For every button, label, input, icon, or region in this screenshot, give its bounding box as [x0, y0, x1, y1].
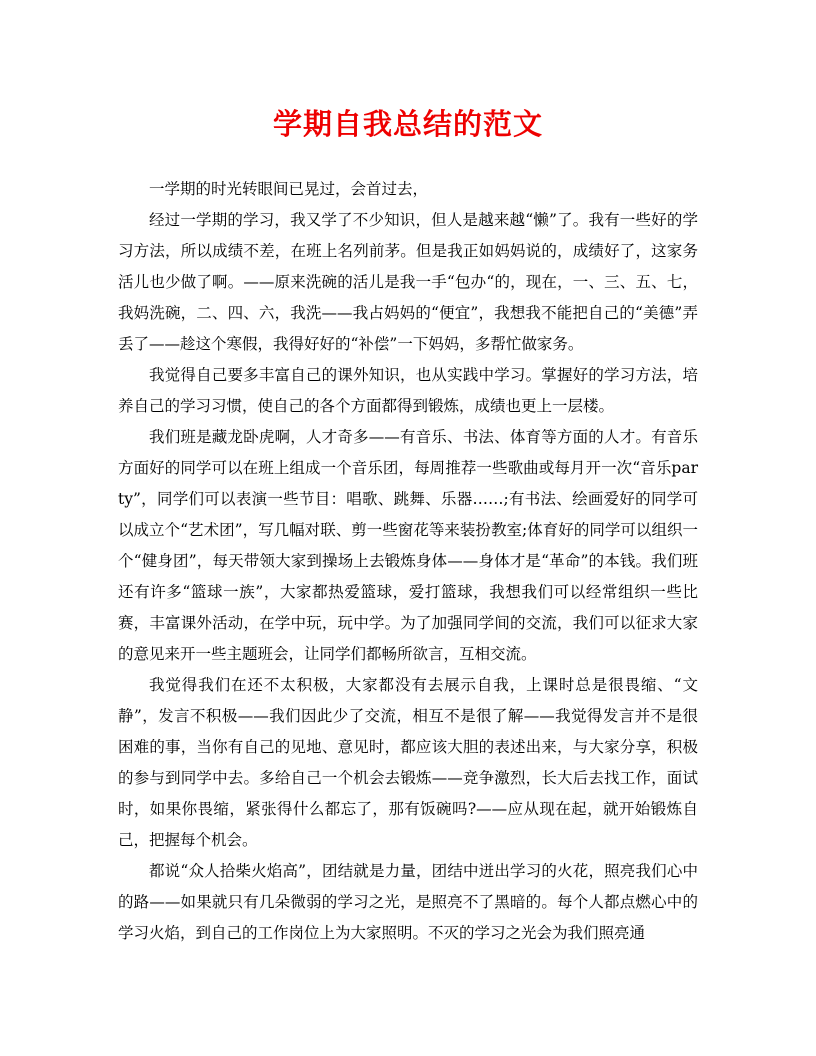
paragraph: 我觉得自己要多丰富自己的课外知识，也从实践中学习。掌握好的学习方法，培养自己的学习习惯，使自己的各个方面都得到锻炼，成绩也更上一层楼。 — [118, 366, 698, 415]
paragraph: 都说“众人拾柴火焰高”，团结就是力量，团结中迸出学习的火花，照亮我们心中的路——如果就只有几朵微弱的学习之光，是照亮不了黑暗的。每个人都点燃心中的学习火焰，到自己的工作岗位上为大家照明。不灭的学习之光会为我们照亮通 — [118, 862, 698, 942]
document-body — [118, 174, 698, 949]
paragraph: 我觉得我们在还不太积极，大家都没有去展示自我，上课时总是很畏缩、“文静”，发言不积极——我们因此少了交流，相互不是很了解——我觉得发言并不是很困难的事，当你有自己的见地、意见时，都应该大胆的表述出来，与大家分享，积极的参与到同学中去。多给自己一个机会去锻炼——竞争激烈，长大后去找工作，面试时，如果你畏缩，紧张得什么都忘了，那有饭碗吗?——应从现在起，就开始锻炼自己，把握每个机会。 — [118, 676, 698, 849]
paragraph: 经过一学期的学习，我又学了不少知识，但人是越来越“懒”了。我有一些好的学习方法，所以成绩不差，在班上名列前茅。但是我正如妈妈说的，成绩好了，这家务活儿也少做了啊。——原来洗碗的活儿是我一手“包办“的，现在，一、三、五、七，我妈洗碗，二、四、六，我洗——我占妈妈的“便宜”，我想我不能把自己的“美德”弄丢了——趁这个寒假，我得好好的“补偿”一下妈妈，多帮忙做家务。 — [118, 211, 698, 353]
paragraph: 我们班是藏龙卧虎啊，人才奇多——有音乐、书法、体育等方面的人才。有音乐方面好的同学可以在班上组成一个音乐团，每周推荐一些歌曲或每月开一次“音乐party”，同学们可以表演一些节目：唱歌、跳舞、乐器……;有书法、绘画爱好的同学可以成立个“艺术团”，写几幅对联、剪一些窗花等来装扮教室;体育好的同学可以组织一个“健身团”，每天带领大家到操场上去锻炼身体——身体才是“革命”的本钱。我们班还有许多“篮球一族”，大家都热爱篮球，爱打篮球，我想我们可以经常组织一些比赛，丰富课外活动，在学中玩，玩中学。为了加强同学间的交流，我们可以征求大家的意见来开一些主题班会，让同学们都畅所欲言，互相交流。 — [118, 428, 698, 663]
paragraph: 一学期的时光转眼间已晃过，会首过去， — [149, 180, 429, 198]
document-title: 学期自我总结的范文 — [272, 107, 543, 141]
